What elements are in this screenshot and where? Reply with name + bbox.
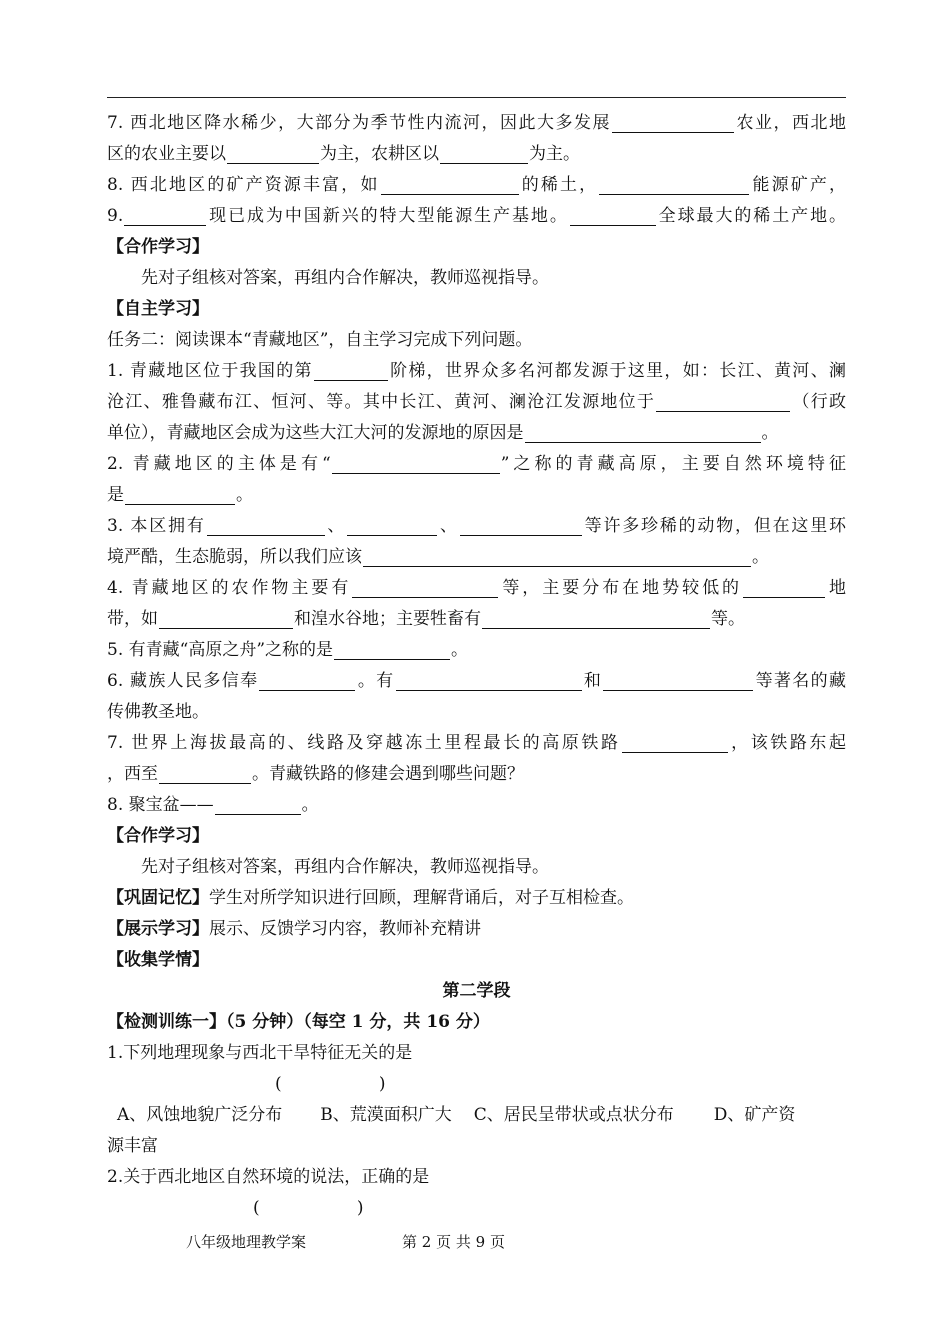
qz-q1-line1: 1. 青藏地区位于我国的第 阶梯，世界众多名河都发源于这里，如：长江、黄河、澜 (107, 361, 846, 381)
blank[interactable] (525, 422, 761, 443)
blank[interactable] (570, 205, 656, 226)
stage-two-title: 第二学段 (442, 981, 511, 1001)
qz-q4-line1: 4. 青藏地区的农作物主要有 等，主要分布在地势较低的 地 (107, 578, 846, 598)
header-rule (107, 97, 846, 98)
page-footer (186, 1231, 505, 1252)
blank[interactable] (159, 763, 251, 784)
test-q1-options (107, 1100, 846, 1131)
blank[interactable] (207, 515, 325, 536)
blank[interactable] (460, 515, 582, 536)
blank[interactable] (440, 143, 528, 164)
blank[interactable] (332, 453, 500, 474)
qz-q6-line2: 传佛教圣地。 (107, 702, 209, 722)
blank[interactable] (347, 515, 437, 536)
blank[interactable] (396, 670, 582, 691)
test-q1: 1.下列地理现象与西北干旱特征无关的是 (107, 1043, 413, 1063)
option-c[interactable]: C、居民呈带状或点状分布 (473, 1105, 674, 1125)
option-a[interactable]: A、风蚀地貌广泛分布 (117, 1105, 283, 1125)
blank[interactable] (314, 360, 388, 381)
qz-q8: 8. 聚宝盆—— 。 (107, 795, 319, 815)
blank[interactable] (125, 484, 235, 505)
blank[interactable] (259, 670, 355, 691)
qz-q4-line2: 带，如 和湟水谷地；主要牲畜有 等。 (107, 609, 745, 629)
page-content (107, 108, 846, 1224)
test-heading: 【检测训练一】（5 分钟）（每空 1 分，共 16 分） (107, 1012, 490, 1032)
test-q2: 2.关于西北地区自然环境的说法，正确的是 (107, 1167, 430, 1187)
qz-q1-line3: 单位），青藏地区会成为这些大江大河的发源地的原因是 。 (107, 423, 779, 443)
coop-heading-1: 【合作学习】 (107, 237, 209, 257)
blank[interactable] (159, 608, 293, 629)
blank[interactable] (482, 608, 710, 629)
blank[interactable] (612, 112, 734, 133)
blank[interactable] (599, 174, 749, 195)
coop-text-2: 先对子组核对答案，再组内合作解决，教师巡视指导。 (141, 857, 549, 877)
qz-q3-line2: 境严酷，生态脆弱，所以我们应该 。 (107, 547, 769, 567)
display-line: 【展示学习】展示、反馈学习内容，教师补充精讲 (107, 919, 481, 939)
option-d-cont: 源丰富 (107, 1136, 158, 1156)
qz-q2-line2: 是 。 (107, 485, 253, 505)
blank[interactable] (656, 391, 790, 412)
task-two: 任务二：阅读课本“青藏地区”，自主学习完成下列问题。 (107, 330, 533, 350)
coop-heading-2: 【合作学习】 (107, 826, 209, 846)
qz-q5: 5. 有青藏“高原之舟”之称的是 。 (107, 640, 469, 660)
coop-text-1: 先对子组核对答案，再组内合作解决，教师巡视指导。 (141, 268, 549, 288)
p1-q7-line2: 区的农业主要以 为主，农耕区以 为主。 (107, 144, 580, 164)
self-study-heading: 【自主学习】 (107, 299, 209, 319)
consolidate-line: 【巩固记忆】学生对所学知识进行回顾，理解背诵后，对子互相检查。 (107, 888, 634, 908)
blank[interactable] (227, 143, 319, 164)
footer-title: 八年级地理教学案 (186, 1233, 307, 1251)
blank[interactable] (381, 174, 519, 195)
qz-q2-line1: 2. 青藏地区的主体是有“ ”之称的青藏高原，主要自然环境特征 (107, 454, 846, 474)
qz-q3-line1: 3. 本区拥有 、 、 等许多珍稀的动物，但在这里环 (107, 516, 846, 536)
blank[interactable] (743, 577, 825, 598)
blank[interactable] (124, 205, 206, 226)
blank[interactable] (603, 670, 753, 691)
p1-q9-line: 9. 现已成为中国新兴的特大型能源生产基地。 全球最大的稀土产地。 (107, 206, 846, 226)
qz-q7-line2: ，西至 。青藏铁路的修建会遇到哪些问题？ (107, 764, 524, 784)
blank[interactable] (363, 546, 751, 567)
p1-q8-line: 8. 西北地区的矿产资源丰富，如 的稀土， 能源矿产， (107, 175, 846, 195)
qz-q1-line2: 沧江、雅鲁藏布江、恒河、等。其中长江、黄河、澜沧江发源地位于 （行政 (107, 392, 846, 412)
option-b[interactable]: B、荒漠面积广大 (320, 1105, 452, 1125)
answer-paren-2[interactable]: ( ) (253, 1198, 364, 1218)
option-d[interactable]: D、矿产资 (713, 1105, 796, 1125)
qz-q7-line1: 7. 世界上海拔最高的、线路及穿越冻土里程最长的高原铁路 ，该铁路东起 (107, 733, 846, 753)
page-number: 第 2 页 共 9 页 (402, 1233, 505, 1251)
qz-q6-line1: 6. 藏族人民多信奉 。有 和 等著名的藏 (107, 671, 846, 691)
blank[interactable] (622, 732, 728, 753)
p1-q7-line1: 7. 西北地区降水稀少，大部分为季节性内流河，因此大多发展 农业，西北地 (107, 113, 846, 133)
blank[interactable] (334, 639, 450, 660)
answer-paren-1[interactable]: ( ) (275, 1074, 386, 1094)
blank[interactable] (215, 794, 301, 815)
collect-heading: 【收集学情】 (107, 950, 209, 970)
blank[interactable] (352, 577, 498, 598)
